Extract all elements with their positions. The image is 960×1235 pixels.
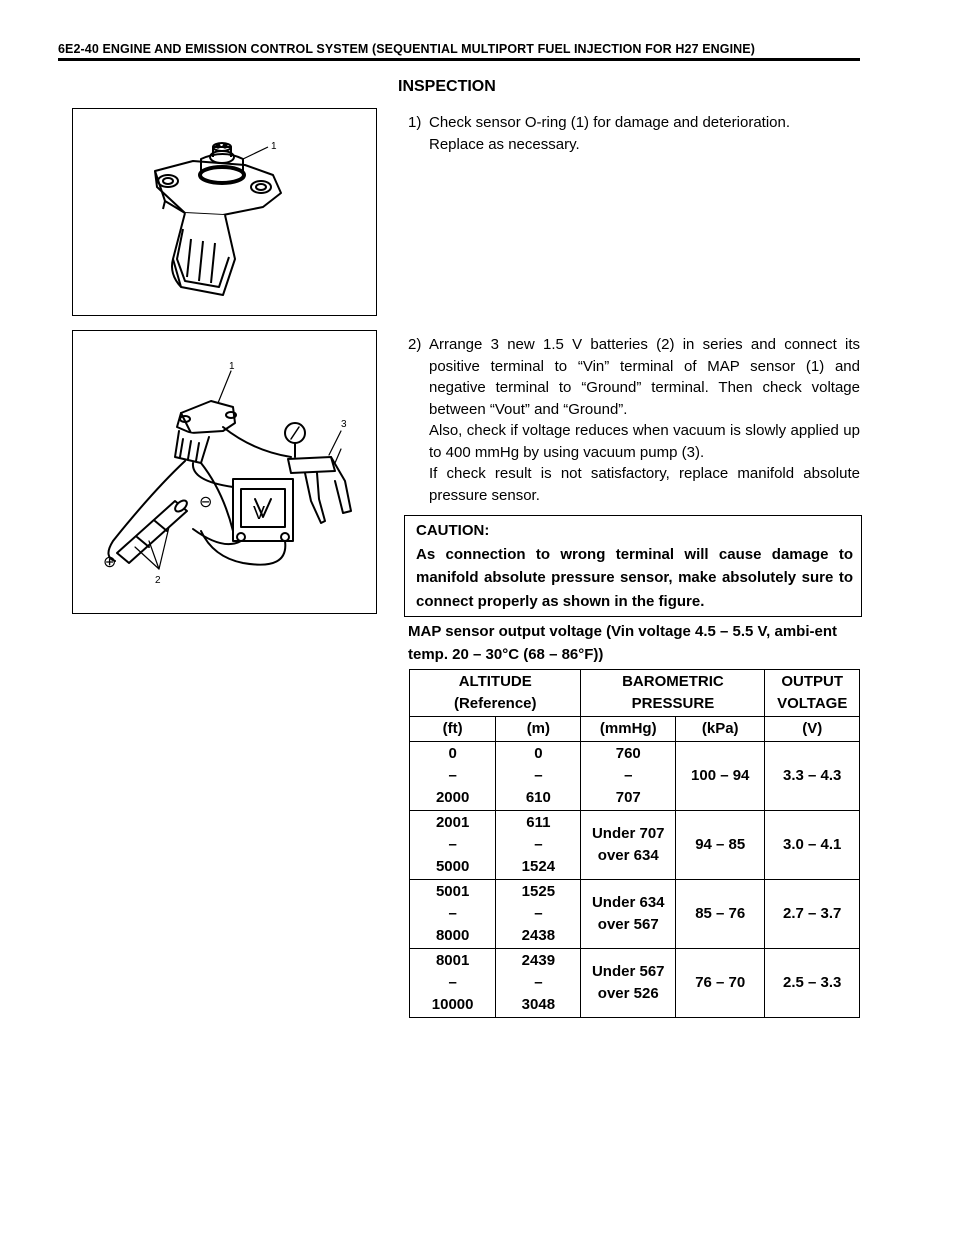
cell-line: – xyxy=(448,767,457,784)
cell-line: – xyxy=(534,836,543,853)
unit-cell: (m) xyxy=(496,717,581,742)
cell-line: over 634 xyxy=(597,847,659,864)
step-number: 1) xyxy=(408,114,422,131)
mmhg-cell xyxy=(581,742,676,811)
unit-cell: (kPa) xyxy=(676,717,765,742)
caution-title: CAUTION: xyxy=(416,522,490,539)
cell-line: – xyxy=(534,974,543,991)
step-1 xyxy=(408,112,860,155)
cell-line: 5001 xyxy=(435,883,470,900)
m-cell xyxy=(496,811,581,880)
header-rule xyxy=(58,58,860,61)
voltmeter-label: V xyxy=(253,503,266,523)
callout-2: 2 xyxy=(155,575,161,586)
cell-line: 5000 xyxy=(435,858,470,875)
unit-cell: (mmHg) xyxy=(581,717,676,742)
table-header-row xyxy=(410,670,860,717)
m-cell xyxy=(496,880,581,949)
cell-line: – xyxy=(448,836,457,853)
cell-line: 2001 xyxy=(435,814,470,831)
cell-line: – xyxy=(534,905,543,922)
ft-cell xyxy=(410,811,496,880)
table-units-row xyxy=(410,717,860,742)
cell-line: over 567 xyxy=(597,916,659,933)
caution-text: As connection to wrong terminal will cause damage to manifold absolute pressure sensor, make absolutely sure to connect properly as shown in the figure. xyxy=(416,545,853,610)
cell-line: – xyxy=(534,767,543,784)
map-sensor-illustration xyxy=(73,109,376,315)
step-text: Also, check if voltage reduces when vacuum is slowly applied up to 400 mmHg by using vacuum pump (3). xyxy=(429,422,860,461)
voltage-cell: 2.7 – 3.7 xyxy=(765,880,860,949)
m-cell xyxy=(496,949,581,1018)
step-body xyxy=(429,112,860,155)
header-output xyxy=(765,670,860,717)
table-row xyxy=(410,949,860,1018)
header-text: VOLTAGE xyxy=(777,695,848,712)
callout-3: 3 xyxy=(341,419,347,430)
step-text: Arrange 3 new 1.5 V batteries (2) in series and connect its positive terminal to “Vin” terminal of MAP sensor (1) and negative terminal to “Ground” terminal. Then check voltage between “Vout” and “Ground”. xyxy=(429,336,860,418)
callout-1: 1 xyxy=(271,141,277,152)
header-altitude xyxy=(410,670,581,717)
voltage-cell: 2.5 – 3.3 xyxy=(765,949,860,1018)
kpa-cell: 85 – 76 xyxy=(676,880,765,949)
section-title: INSPECTION xyxy=(398,78,496,95)
table-row xyxy=(410,880,860,949)
cell-line: 0 xyxy=(448,745,457,762)
step-2 xyxy=(408,334,860,506)
page-header: 6E2-40 ENGINE AND EMISSION CONTROL SYSTEM (SEQUENTIAL MULTIPORT FUEL INJECTION FOR H27 ENGINE) xyxy=(58,42,755,56)
kpa-cell: 100 – 94 xyxy=(676,742,765,811)
cell-line: 707 xyxy=(615,789,641,806)
mmhg-cell xyxy=(581,811,676,880)
cell-line: 8001 xyxy=(435,952,470,969)
step-number: 2) xyxy=(408,336,422,353)
ft-cell xyxy=(410,742,496,811)
cell-line: 0 xyxy=(534,745,543,762)
cell-line: Under 567 xyxy=(591,963,665,980)
table-row xyxy=(410,811,860,880)
voltage-cell: 3.3 – 4.3 xyxy=(765,742,860,811)
kpa-cell: 76 – 70 xyxy=(676,949,765,1018)
cell-line: over 526 xyxy=(597,985,659,1002)
cell-line: – xyxy=(448,974,457,991)
m-cell xyxy=(496,742,581,811)
spec-title: MAP sensor output voltage (Vin voltage 4.5 – 5.5 V, ambi-ent temp. 20 – 30°C (68 – 86°F)) xyxy=(408,623,838,663)
cell-line: 8000 xyxy=(435,927,470,944)
cell-line: – xyxy=(448,905,457,922)
cell-line: 760 xyxy=(615,745,641,762)
cell-line: 611 xyxy=(526,814,551,831)
step-text: Replace as necessary. xyxy=(429,135,580,153)
voltage-cell: 3.0 – 4.1 xyxy=(765,811,860,880)
test-setup-illustration xyxy=(73,331,376,613)
step-text: If check result is not satisfactory, replace manifold absolute pressure sensor. xyxy=(429,465,860,504)
cell-line: 1525 xyxy=(521,883,556,900)
mmhg-cell xyxy=(581,949,676,1018)
header-text: (Reference) xyxy=(453,695,537,712)
caution-box xyxy=(404,515,862,617)
step-text: Check sensor O-ring (1) for damage and deterioration. xyxy=(429,114,791,131)
header-text: BAROMETRIC xyxy=(622,673,724,690)
cell-line: Under 707 xyxy=(591,825,665,842)
negative-terminal-icon: ⊖ xyxy=(199,492,213,511)
header-pressure xyxy=(581,670,765,717)
callout-1: 1 xyxy=(229,361,235,372)
kpa-cell: 94 – 85 xyxy=(676,811,765,880)
ft-cell xyxy=(410,880,496,949)
figure-test-setup xyxy=(72,330,377,614)
header-text: OUTPUT xyxy=(781,673,844,690)
header-text: PRESSURE xyxy=(631,695,715,712)
positive-terminal-icon: ⊕ xyxy=(103,552,117,571)
cell-line: 2000 xyxy=(435,789,470,806)
cell-line: 2439 xyxy=(521,952,556,969)
cell-line: 2438 xyxy=(521,927,556,944)
cell-line: 3048 xyxy=(521,996,556,1013)
spec-table xyxy=(409,669,860,1018)
table-row xyxy=(410,742,860,811)
cell-line: Under 634 xyxy=(591,894,665,911)
cell-line: – xyxy=(624,767,633,784)
cell-line: 10000 xyxy=(431,996,474,1013)
figure-map-sensor-oring xyxy=(72,108,377,316)
unit-cell: (ft) xyxy=(410,717,496,742)
mmhg-cell xyxy=(581,880,676,949)
cell-line: 1524 xyxy=(521,858,556,875)
ft-cell xyxy=(410,949,496,1018)
header-text: ALTITUDE xyxy=(458,673,532,690)
step-body xyxy=(429,334,860,506)
unit-cell: (V) xyxy=(765,717,860,742)
cell-line: 610 xyxy=(525,789,551,806)
